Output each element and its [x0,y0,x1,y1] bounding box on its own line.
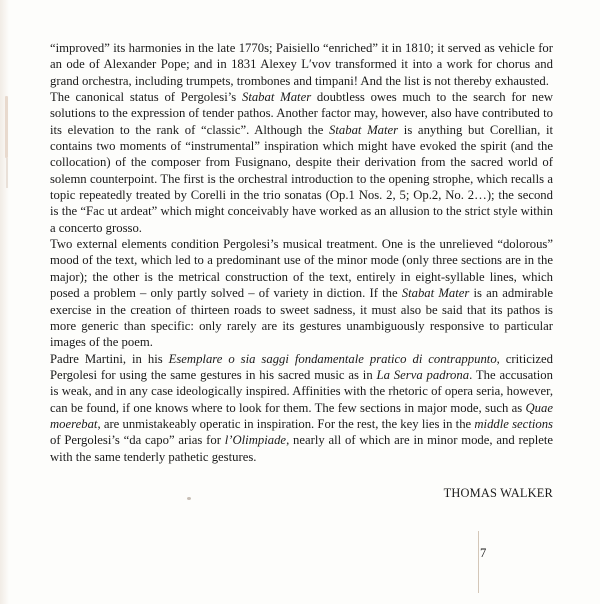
italic-run: middle sections [474,416,553,431]
italic-run: Esemplare o sia saggi fondamentale pratico di contrappunto [168,351,497,366]
italic-run: Quae moerebat [50,400,553,431]
italic-run: Stabat Mater [329,122,399,137]
author-signature [50,486,553,501]
scan-margin-mark-secondary [6,158,8,188]
scan-edge-artifact [0,0,9,604]
italic-run: La Serva padrona [376,367,470,382]
author-name: THOMAS WALKER [443,486,553,500]
italic-run: Stabat Mater [401,286,470,301]
page-number-rule [478,531,479,593]
italic-run: Stabat Mater [241,90,312,105]
scan-margin-mark [5,96,8,158]
italic-run: l’Olimpiade [224,433,287,448]
page-number: 7 [480,546,487,560]
paragraph-p4: Padre Martini, in his Esemplare o sia saggi fondamentale pratico di contrappunto, criticized Pergolesi for using the same gestures in his sacred music as in La Serva padrona. The accusation is weak, and in any case ideologically inspired. Affinities with the rhetoric of opera seria, however, can be found, if one knows where to look for them. The few sections in major mode, such as Quae moerebat, are unmistakeably operatic in inspiration. For the rest, the key lies in the middle sections of Pergolesi’s “da capo” arias for l’Olimpiade, nearly all of which are in minor mode, and replete with the same tenderly pathetic gestures. [50,351,554,464]
paragraph-p1: “improved” its harmonies in the late 1770s; Paisiello “enriched” it in 1810; it served as vehicle for an ode of Alexander Pope; and in 1831 Alexey Lʹvov transformed it into a work for chorus and grand orchestra, including trumpets, trombones and timpani! And the list is not thereby exhausted. [50,41,553,88]
paragraph-p2: The canonical status of Pergolesi’s Stabat Mater doubtless owes much to the search for new solutions to the expression of tender pathos. Another factor may, however, also have contributed to its elevation to the rank of “classic”. Although the Stabat Mater is anything but Corellian, it contains two moments of “instrumental” inspiration which might have evoked the spirit (and the collocation) of the composer from Fusignano, despite their derivation from the sacred world of solemn counterpoint. The first is the orchestral introduction to the opening strophe, which recalls a topic repeatedly treated by Corelli in the trio sonatas (Op.1 Nos. 2, 5; Op.2, No. 2…); the second is the “Fac ut ardeat” which might conceivably have worked as an allusion to the strict style within a concerto grosso. [50,90,553,235]
page-smudge [187,497,191,500]
paragraph-p3: Two external elements condition Pergolesi’s musical treatment. One is the unrelieved “dolorous” mood of the text, which led to a predominant use of the minor mode (only three sections are in the major); the other is the metrical construction of the text, entirely in eight-syllable lines, which posed a problem – only partly solved – of variety in diction. If the Stabat Mater is an admirable exercise in the creation of thirteen roads to sweet sadness, it must also be said that its pathos is more generic than specific: only rarely are its gestures unambiguously responsive to particular images of the poem. [50,237,553,350]
body-text-column [50,40,553,465]
